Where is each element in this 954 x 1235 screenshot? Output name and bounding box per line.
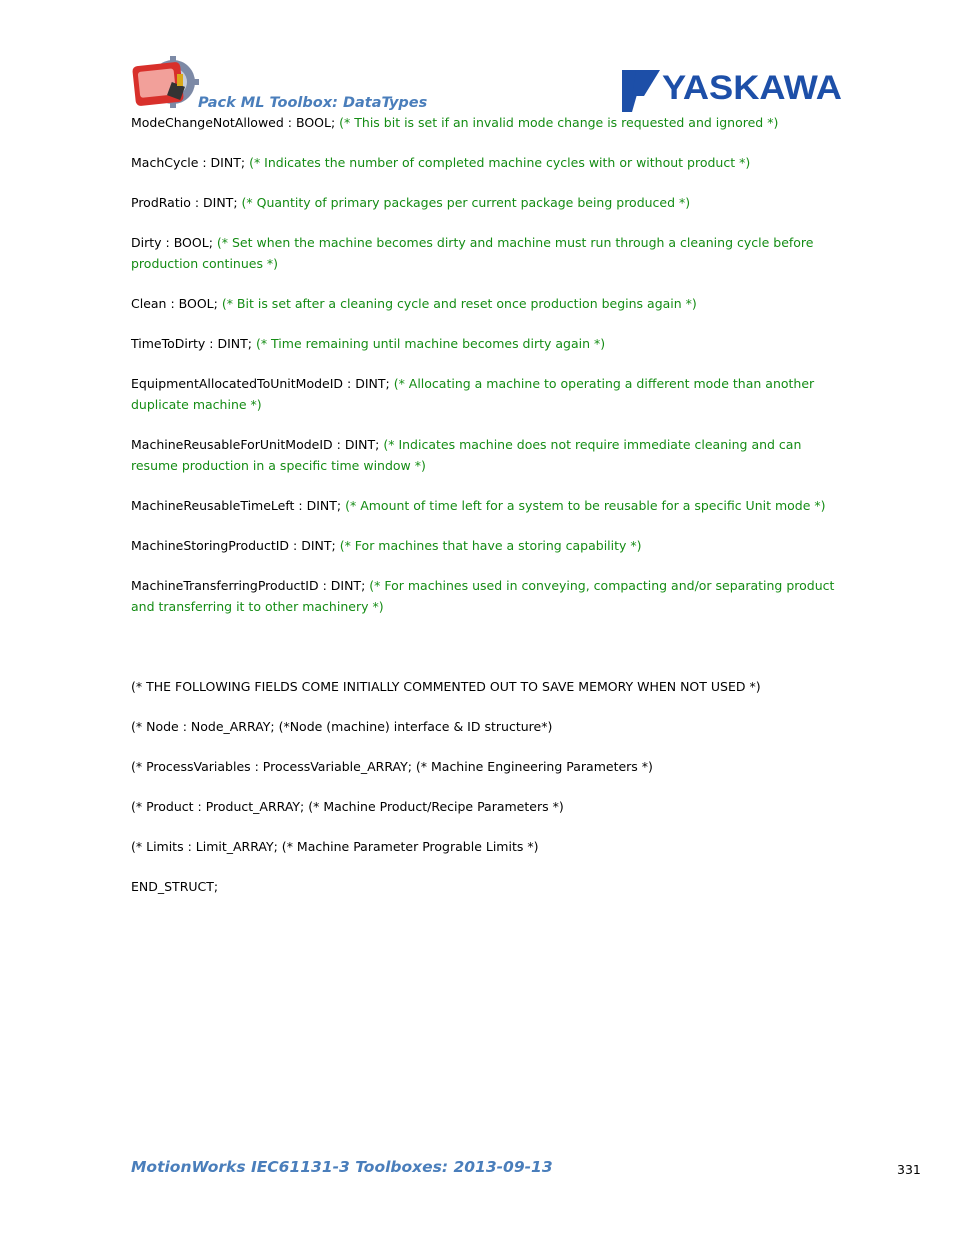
brand-wordmark: YASKAWA [662,69,842,107]
section-spacer [131,636,843,676]
field-comment: (* Allocating a machine to operating a different mode than another duplicate machine *) [131,376,815,412]
page-number: 331 [897,1162,921,1177]
field-dirty [131,232,843,274]
field-mode-change-not-allowed [131,112,843,133]
field-machine-reusable-time-left [131,495,843,516]
field-comment: (* Bit is set after a cleaning cycle and reset once production begins again *) [221,296,697,311]
field-comment: (* Set when the machine becomes dirty and machine must run through a cleaning cycle before production continues *) [131,235,814,271]
field-comment: (* Quantity of primary packages per current package being produced *) [241,195,691,210]
field-declaration: MachineReusableForUnitModeID : DINT; [131,437,380,452]
commented-product-field: (* Product : Product_ARRAY; (* Machine Product/Recipe Parameters *) [131,799,564,814]
header-title: Pack ML Toolbox: DataTypes [198,95,428,111]
commented-fields-note: (* THE FOLLOWING FIELDS COME INITIALLY COMMENTED OUT TO SAVE MEMORY WHEN NOT USED *) [131,679,761,694]
field-time-to-dirty [131,333,843,354]
field-declaration: MachineReusableTimeLeft : DINT; [131,498,342,513]
field-declaration: ModeChangeNotAllowed : BOOL; [131,115,336,130]
field-clean [131,293,843,314]
field-prod-ratio [131,192,843,213]
field-declaration: EquipmentAllocatedToUnitModeID : DINT; [131,376,390,391]
commented-limits-field: (* Limits : Limit_ARRAY; (* Machine Parameter Prograble Limits *) [131,839,539,854]
field-machine-transferring-product [131,575,843,617]
field-comment: (* For machines used in conveying, compacting and/or separating product and transferring it to other machinery *) [131,578,835,614]
field-comment: (* Time remaining until machine becomes dirty again *) [255,336,606,351]
field-declaration: MachineTransferringProductID : DINT; [131,578,366,593]
commented-node-field: (* Node : Node_ARRAY; (*Node (machine) interface & ID structure*) [131,719,553,734]
commented-process-variables-field: (* ProcessVariables : ProcessVariable_ARRAY; (* Machine Engineering Parameters *) [131,759,653,774]
field-declaration: MachineStoringProductID : DINT; [131,538,336,553]
field-declaration: MachCycle : DINT; [131,155,246,170]
toolbox-logo-icon [131,56,199,112]
field-comment: (* This bit is set if an invalid mode change is requested and ignored *) [339,115,779,130]
field-equipment-allocated [131,373,843,415]
yaskawa-logo [622,66,844,112]
field-comment: (* Amount of time left for a system to be reusable for a specific Unit mode *) [345,498,826,513]
field-machine-storing-product [131,535,843,556]
field-mach-cycle [131,152,843,173]
field-declaration: ProdRatio : DINT; [131,195,238,210]
field-machine-reusable-for-unit-mode [131,434,843,476]
struct-body [131,112,843,916]
field-declaration: TimeToDirty : DINT; [131,336,252,351]
end-struct: END_STRUCT; [131,879,219,894]
field-declaration: Dirty : BOOL; [131,235,213,250]
field-declaration: Clean : BOOL; [131,296,218,311]
field-comment: (* Indicates machine does not require immediate cleaning and can resume production in a specific time window *) [131,437,802,473]
field-comment: (* For machines that have a storing capability *) [339,538,642,553]
field-comment: (* Indicates the number of completed machine cycles with or without product *) [249,155,751,170]
footer-title: MotionWorks IEC61131-3 Toolboxes: 2013-09-13 [131,1158,553,1176]
